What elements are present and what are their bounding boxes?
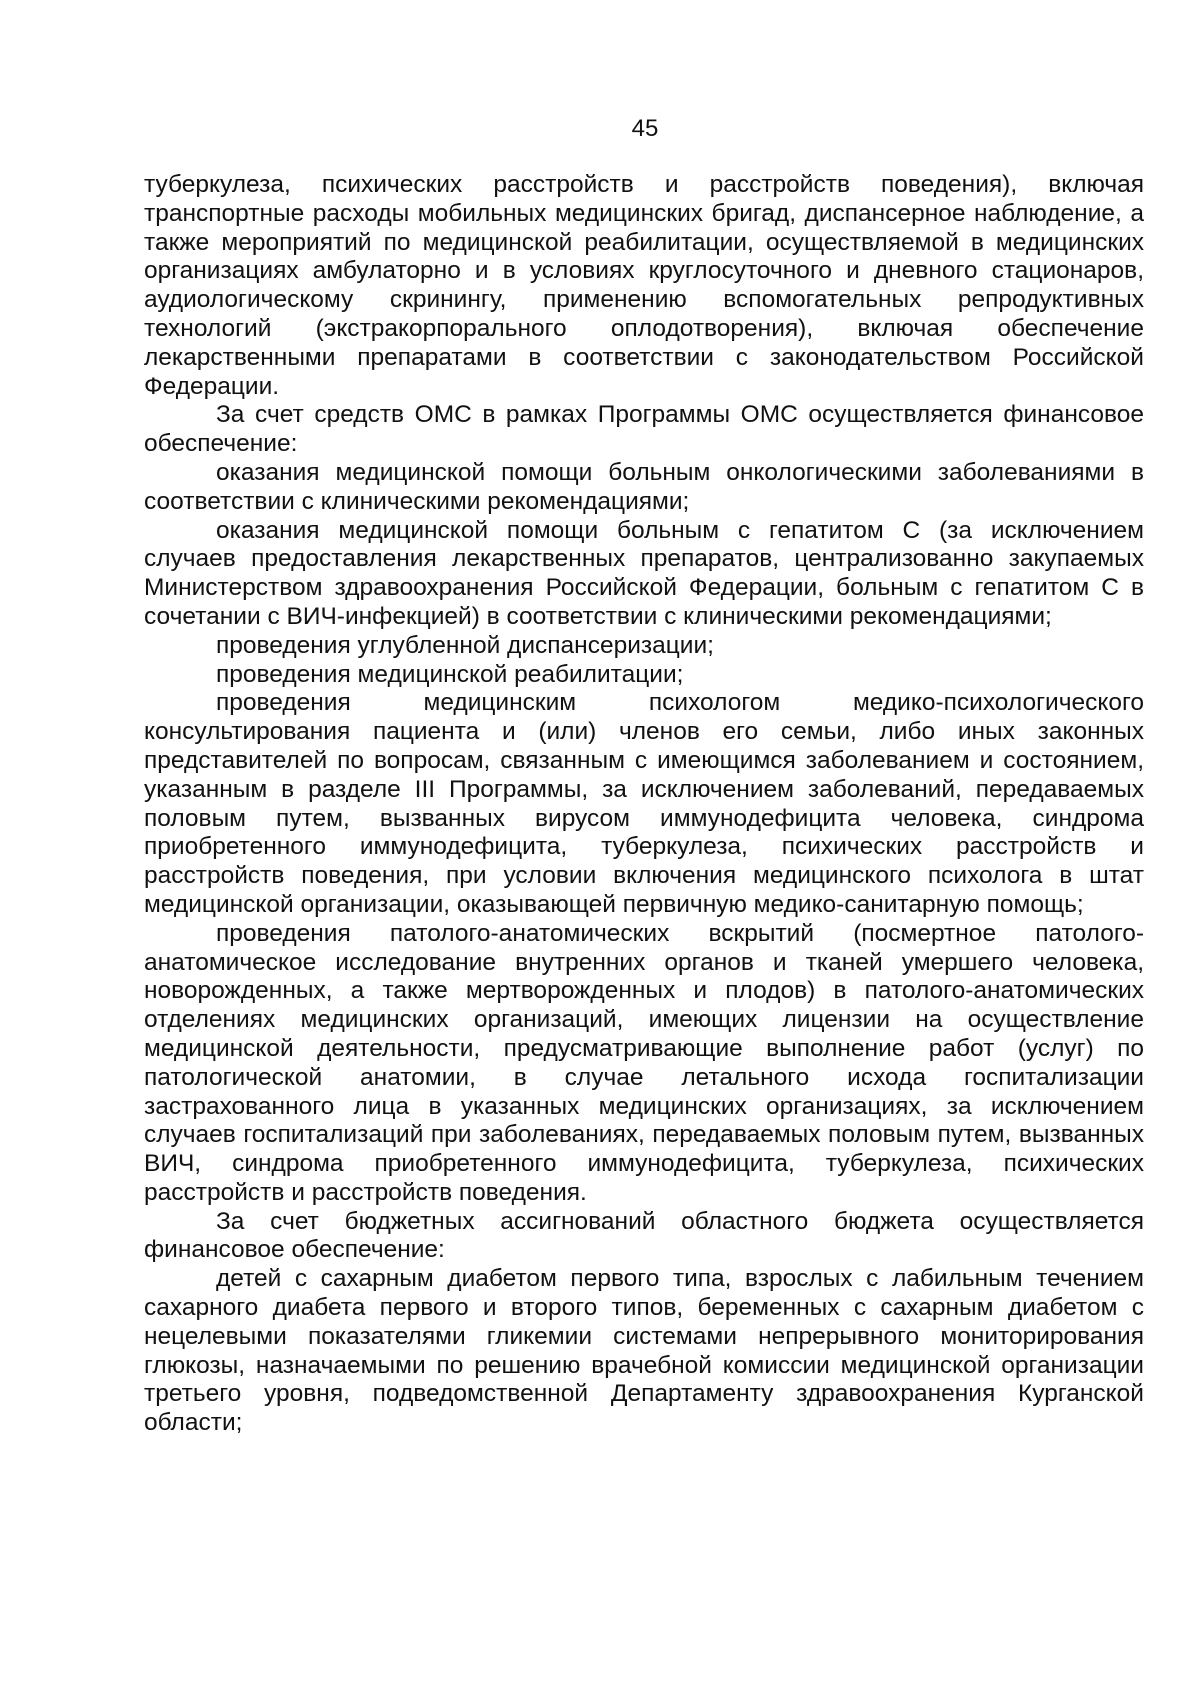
paragraph-psychologist-consulting: проведения медицинским психологом медико-психологического консультирования пациента и (или) членов его семьи, либо иных законных представителей по вопросам, связанным с имеющимся заболеванием и состоянием, указанным в разделе III Программы, за исключением заболеваний, передаваемых половым путем, вызванных вирусом иммунодефицита человека, синдрома приобретенного иммунодефицита, туберкулеза, психических расстройств и расстройств поведения, при условии включения медицинского психолога в штат медицинской организации, оказывающей первичную медико-санитарную помощь; [144,689,1144,918]
paragraph-rehabilitation: проведения медицинской реабилитации; [216,660,684,688]
paragraph-oms-funding-intro: За счет средств ОМС в рамках Программы ОМС осуществляется финансовое обеспечение: [144,401,1144,458]
page-number: 45 [631,115,659,142]
document-body [144,171,1144,1438]
paragraph-regional-budget-intro: За счет бюджетных ассигнований областного бюджета осуществляется финансовое обеспечение: [144,1207,1144,1264]
paragraph-in-depth-screening: проведения углубленной диспансеризации; [216,631,714,659]
paragraph-hepatitis-c: оказания медицинской помощи больным с гепатитом С (за исключением случаев предоставления лекарственных препаратов, централизованно закупаемых Министерством здравоохранения Российской Федерации, больным с гепатитом С в сочетании с ВИЧ-инфекцией) в соответствии с клиническими рекомендациями; [144,516,1144,630]
paragraph-oncology: оказания медицинской помощи больным онкологическими заболеваниями в соответствии с клиническими рекомендациями; [144,458,1144,515]
paragraph-autopsies: проведения патолого-анатомических вскрытий (посмертное патолого-анатомическое исследование внутренних органов и тканей умершего человека, новорожденных, а также мертворожденных и плодов) в патолого-анатомических отделениях медицинских организаций, имеющих лицензии на осуществление медицинской деятельности, предусматривающие выполнение работ (услуг) по патологической анатомии, в случае летального исхода госпитализации застрахованного лица в указанных медицинских организациях, за исключением случаев госпитализаций при заболеваниях, передаваемых половым путем, вызванных ВИЧ, синдрома приобретенного иммунодефицита, туберкулеза, психических расстройств и расстройств поведения. [144,919,1144,1206]
paragraph-continuation: туберкулеза, психических расстройств и расстройств поведения), включая транспортные расходы мобильных медицинских бригад, диспансерное наблюдение, а также мероприятий по медицинской реабилитации, осуществляемой в медицинских организациях амбулаторно и в условиях круглосуточного и дневного стационаров, аудиологическому скринингу, применению вспомогательных репродуктивных технологий (экстракорпорального оплодотворения), включая обеспечение лекарственными препаратами в соответствии с законодательством Российской Федерации. [144,171,1144,400]
paragraph-diabetes-monitoring: детей с сахарным диабетом первого типа, взрослых с лабильным течением сахарного диабета первого и второго типов, беременных с сахарным диабетом с нецелевыми показателями гликемии системами непрерывного мониторирования глюкозы, назначаемыми по решению врачебной комиссии медицинской организации третьего уровня, подведомственной Департаменту здравоохранения Курганской области; [144,1265,1144,1437]
